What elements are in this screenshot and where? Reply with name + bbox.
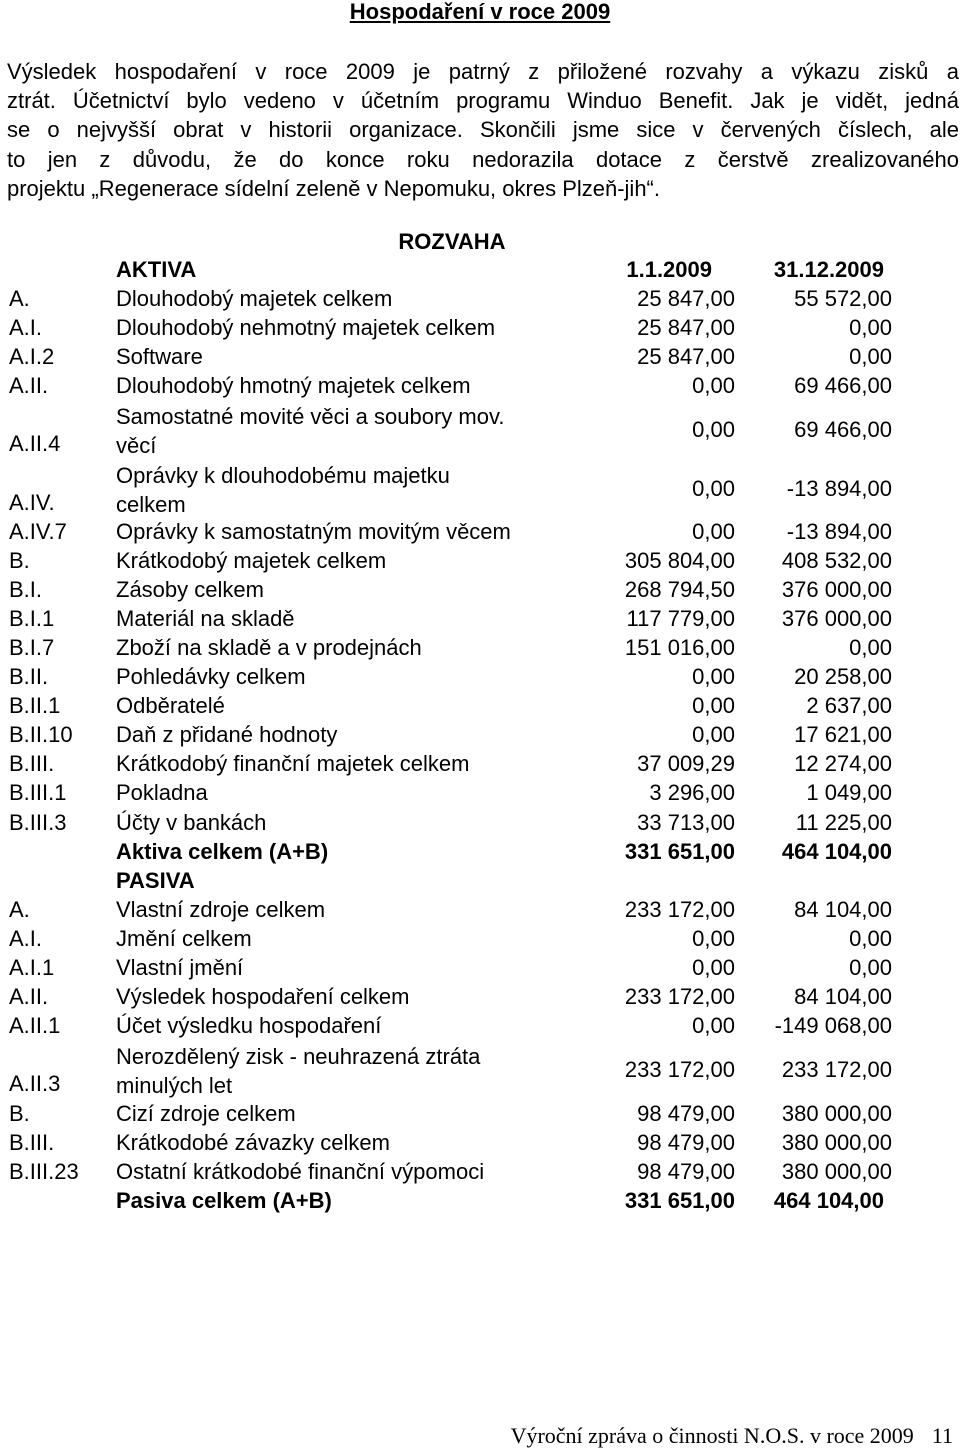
row-label: [116, 1042, 480, 1100]
aktiva-total-label: Aktiva celkem (A+B): [116, 839, 329, 864]
row-value-end: -13 894,00: [786, 476, 892, 501]
footer-text: Výroční zpráva o činnosti N.O.S. v roce 2009: [510, 1423, 914, 1448]
row-label-line: Samostatné movité věci a soubory mov.: [116, 404, 505, 429]
row-label-line: věcí: [116, 433, 157, 458]
row-label: Oprávky k samostatným movitým věcem: [116, 519, 511, 544]
row-value-start: 33 713,00: [637, 810, 735, 835]
row-value-end: 55 572,00: [794, 286, 892, 311]
column-header-end: 31.12.2009: [773, 257, 884, 282]
row-code: A.IV.: [9, 490, 55, 515]
row-value-start: 25 847,00: [637, 286, 735, 311]
row-value-start: 0,00: [692, 476, 735, 501]
row-value-start: 0,00: [692, 1013, 735, 1038]
row-value-start: 0,00: [692, 693, 735, 718]
intro-line: se o nejvyšší obrat v historii organizace. Skončili jsme sice v červených číslech, ale: [7, 117, 959, 143]
table-row: [0, 897, 960, 927]
row-value-end: 11 225,00: [795, 810, 892, 835]
row-label: Materiál na skladě: [116, 606, 295, 631]
row-code: A.I.1: [9, 955, 55, 980]
row-label: Účet výsledku hospodaření: [116, 1013, 382, 1038]
table-row: [0, 577, 960, 607]
row-value-end: 0,00: [849, 926, 892, 951]
row-value-end: 376 000,00: [781, 606, 892, 631]
row-code: B.II.1: [9, 693, 61, 718]
row-label: Cizí zdroje celkem: [116, 1101, 296, 1126]
row-value-end: 408 532,00: [781, 548, 892, 573]
row-label: Krátkodobý majetek celkem: [116, 548, 387, 573]
table-row: [0, 693, 960, 723]
table-row: [0, 373, 960, 403]
table-row: [0, 810, 960, 840]
row-label: Krátkodobé závazky celkem: [116, 1130, 390, 1155]
row-value-start: 25 847,00: [637, 315, 735, 340]
row-value-end: 0,00: [849, 344, 892, 369]
table-row: [0, 722, 960, 752]
row-code: B.III.3: [9, 810, 67, 835]
row-label: [116, 461, 450, 519]
row-label: Odběratelé: [116, 693, 225, 718]
table-row: [0, 286, 960, 316]
page-number: 11: [931, 1423, 953, 1448]
table-row: [0, 780, 960, 810]
row-label: Vlastní zdroje celkem: [116, 897, 326, 922]
row-label: Zásoby celkem: [116, 577, 264, 602]
row-value-end: -149 068,00: [774, 1013, 892, 1038]
row-value-start: 98 479,00: [637, 1159, 735, 1184]
row-value-end: 376 000,00: [781, 577, 892, 602]
row-value-end: 0,00: [849, 315, 892, 340]
pasiva-total-row: [0, 1188, 960, 1218]
row-value-start: 0,00: [692, 955, 735, 980]
row-label: Software: [116, 344, 203, 369]
row-value-start: 25 847,00: [637, 344, 735, 369]
aktiva-total-end: 464 104,00: [781, 839, 892, 864]
table-row: [0, 984, 960, 1014]
row-label: Pohledávky celkem: [116, 664, 306, 689]
aktiva-total-start: 331 651,00: [624, 839, 735, 864]
row-label: [116, 402, 504, 460]
intro-line: ztrát. Účetnictví bylo vedeno v účetním programu Winduo Benefit. Jak je vidět, jedná: [7, 88, 959, 114]
pasiva-total-end: 464 104,00: [773, 1188, 884, 1213]
table-row: [0, 751, 960, 781]
row-code: A.: [9, 286, 30, 311]
table-row: [0, 1042, 960, 1102]
intro-line: to jen z důvodu, že do konce roku nedorazila dotace z čerstvě zrealizovaného: [7, 146, 959, 172]
rozvaha-heading: ROZVAHA: [398, 229, 506, 254]
row-code: A.: [9, 897, 30, 922]
row-code: A.II.3: [9, 1071, 61, 1096]
row-value-end: 69 466,00: [794, 373, 892, 398]
row-value-end: 84 104,00: [794, 897, 892, 922]
row-value-end: 69 466,00: [794, 417, 892, 442]
row-label: Pokladna: [116, 780, 208, 805]
row-code: A.II.4: [9, 431, 61, 456]
row-code: A.II.1: [9, 1013, 61, 1038]
table-row: [0, 664, 960, 694]
intro-paragraph: [7, 57, 959, 203]
row-code: A.II.: [9, 373, 49, 398]
row-label: Dlouhodobý majetek celkem: [116, 286, 393, 311]
column-header-start: 1.1.2009: [626, 257, 712, 282]
table-row: [0, 461, 960, 521]
row-label-line: Oprávky k dlouhodobému majetku: [116, 463, 450, 488]
row-value-start: 233 172,00: [624, 984, 735, 1009]
row-value-end: 1 049,00: [806, 780, 892, 805]
intro-line: Výsledek hospodaření v roce 2009 je patrný z přiložené rozvahy a výkazu zisků a: [7, 59, 959, 84]
row-value-end: 380 000,00: [781, 1101, 892, 1126]
pasiva-total-start: 331 651,00: [624, 1188, 735, 1213]
row-code: B.I.1: [9, 606, 55, 631]
row-value-end: 84 104,00: [794, 984, 892, 1009]
page-footer: [511, 1423, 953, 1449]
row-value-end: 2 637,00: [806, 693, 892, 718]
row-value-start: 98 479,00: [637, 1101, 735, 1126]
row-label-line: celkem: [116, 492, 186, 517]
row-value-end: 20 258,00: [794, 664, 892, 689]
row-value-start: 305 804,00: [624, 548, 735, 573]
row-label: Ostatní krátkodobé finanční výpomoci: [116, 1159, 485, 1184]
row-label: Výsledek hospodaření celkem: [116, 984, 410, 1009]
row-value-start: 233 172,00: [624, 897, 735, 922]
row-value-start: 117 779,00: [626, 606, 735, 631]
row-value-start: 151 016,00: [624, 635, 735, 660]
row-label: Dlouhodobý nehmotný majetek celkem: [116, 315, 496, 340]
table-row: [0, 344, 960, 374]
row-code: B.II.: [9, 664, 49, 689]
row-value-end: -13 894,00: [786, 519, 892, 544]
row-code: B.I.: [9, 577, 43, 602]
page-title: Hospodaření v roce 2009: [349, 0, 611, 24]
row-value-start: 3 296,00: [649, 780, 735, 805]
row-code: A.II.: [9, 984, 49, 1009]
row-value-end: 380 000,00: [781, 1159, 892, 1184]
table-row: [0, 635, 960, 665]
aktiva-header-label: AKTIVA: [116, 257, 197, 282]
row-code: B.III.: [9, 751, 55, 776]
row-value-end: 0,00: [849, 955, 892, 980]
row-value-start: 0,00: [692, 722, 735, 747]
row-value-start: 0,00: [692, 417, 735, 442]
pasiva-header-label: PASIVA: [116, 868, 195, 893]
aktiva-header-row: [0, 257, 960, 287]
table-row: [0, 1130, 960, 1160]
aktiva-total-row: [0, 839, 960, 869]
row-label: Vlastní jmění: [116, 955, 244, 980]
pasiva-total-label: Pasiva celkem (A+B): [116, 1188, 332, 1213]
row-value-end: 17 621,00: [794, 722, 892, 747]
table-row: [0, 548, 960, 578]
table-row: [0, 315, 960, 345]
row-value-end: 233 172,00: [781, 1057, 892, 1082]
row-value-start: 98 479,00: [637, 1130, 735, 1155]
row-label: Dlouhodobý hmotný majetek celkem: [116, 373, 471, 398]
row-value-start: 37 009,29: [637, 751, 735, 776]
row-value-start: 0,00: [692, 926, 735, 951]
row-label-line: Nerozdělený zisk - neuhrazená ztráta: [116, 1044, 481, 1069]
row-label: Krátkodobý finanční majetek celkem: [116, 751, 470, 776]
row-code: B.III.1: [9, 780, 67, 805]
row-code: B.II.10: [9, 722, 73, 747]
row-code: B.I.7: [9, 635, 55, 660]
table-row: [0, 1159, 960, 1189]
table-row: [0, 955, 960, 985]
pasiva-header-row: [0, 868, 960, 898]
table-row: [0, 1013, 960, 1043]
table-row: [0, 1101, 960, 1131]
row-code: B.: [9, 1101, 30, 1126]
row-code: B.III.: [9, 1130, 55, 1155]
row-value-start: 0,00: [692, 664, 735, 689]
row-label: Účty v bankách: [116, 810, 267, 835]
row-value-end: 380 000,00: [781, 1130, 892, 1155]
row-value-start: 268 794,50: [624, 577, 735, 602]
row-code: A.I.: [9, 315, 43, 340]
table-row: [0, 926, 960, 956]
table-row: [0, 606, 960, 636]
intro-line: projektu „Regenerace sídelní zeleně v Nepomuku, okres Plzeň-jih“.: [7, 175, 660, 201]
row-code: B.III.23: [9, 1159, 79, 1184]
table-row: [0, 519, 960, 549]
row-code: A.IV.7: [9, 519, 67, 544]
row-label-line: minulých let: [116, 1073, 233, 1098]
row-label: Daň z přidané hodnoty: [116, 722, 338, 747]
row-label: Jmění celkem: [116, 926, 252, 951]
row-value-start: 0,00: [692, 373, 735, 398]
row-label: Zboží na skladě a v prodejnách: [116, 635, 422, 660]
row-code: B.: [9, 548, 30, 573]
row-value-start: 233 172,00: [624, 1057, 735, 1082]
row-code: A.I.: [9, 926, 43, 951]
row-value-start: 0,00: [692, 519, 735, 544]
row-code: A.I.2: [9, 344, 55, 369]
row-value-end: 0,00: [849, 635, 892, 660]
row-value-end: 12 274,00: [794, 751, 892, 776]
table-row: [0, 402, 960, 462]
